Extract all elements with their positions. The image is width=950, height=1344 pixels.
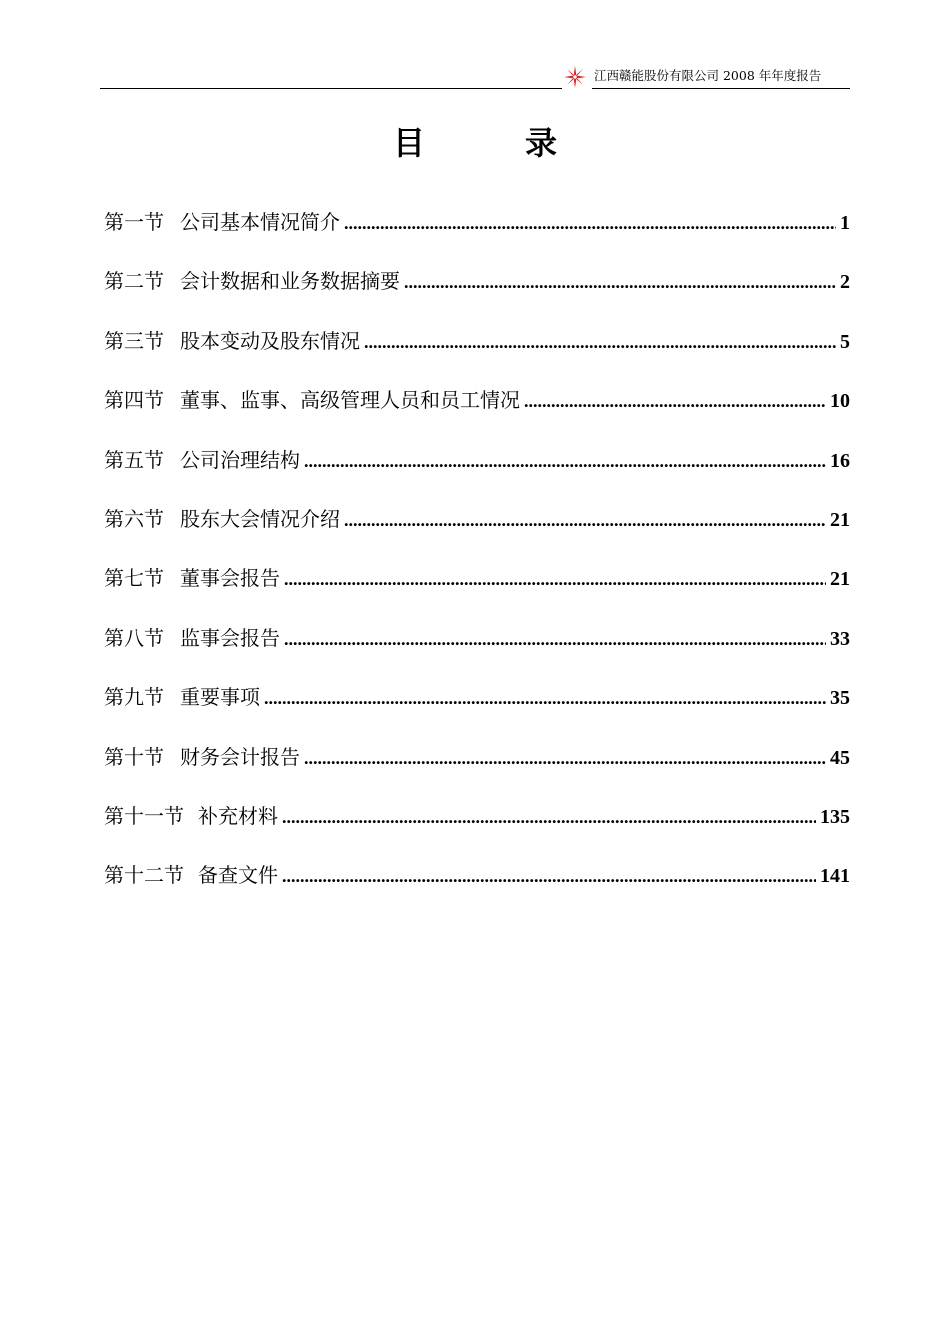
toc-dot-leader (284, 569, 826, 590)
toc-dot-leader (404, 272, 836, 293)
toc-entry[interactable] (104, 444, 850, 503)
toc-section-title: 股东大会情况介绍 (180, 506, 340, 531)
toc-page-number: 45 (830, 746, 850, 769)
toc-section-number: 第九节 (104, 685, 164, 710)
toc-page-number: 33 (830, 627, 850, 650)
toc-section-number: 第一节 (104, 210, 164, 234)
toc-section-title: 股本变动及股东情况 (180, 328, 360, 353)
toc-section-number: 第三节 (104, 328, 164, 353)
toc-section-title: 董事、监事、高级管理人员和员工情况 (180, 388, 520, 413)
toc-entry[interactable] (104, 800, 850, 859)
toc-page-number: 141 (820, 865, 850, 888)
toc-page-number: 135 (820, 805, 850, 828)
toc-section-number: 第四节 (104, 388, 164, 413)
toc-section-title: 监事会报告 (180, 625, 280, 650)
toc-section-number: 第十一节 (104, 803, 184, 828)
toc-dot-leader (304, 451, 826, 472)
toc-entry[interactable] (104, 325, 850, 384)
toc-section-title: 重要事项 (180, 685, 260, 710)
toc-section-title: 补充材料 (198, 803, 278, 828)
toc-dot-leader (344, 510, 826, 531)
toc-section-title: 公司治理结构 (180, 447, 300, 472)
toc-entry[interactable] (104, 859, 850, 918)
toc-page-number: 10 (830, 390, 850, 413)
toc-dot-leader (524, 391, 826, 412)
header-report-title: 江西赣能股份有限公司 2008 年年度报告 (594, 68, 822, 83)
toc-page-number: 16 (830, 449, 850, 472)
toc-page-number: 21 (830, 568, 850, 591)
toc-dot-leader (282, 807, 816, 828)
toc-entry[interactable] (104, 384, 850, 443)
toc-entry[interactable] (104, 562, 850, 621)
toc-section-number: 第二节 (104, 269, 164, 294)
toc-section-title: 备查文件 (198, 863, 278, 888)
toc-section-number: 第七节 (104, 566, 164, 591)
toc-section-number: 第五节 (104, 447, 164, 472)
toc-section-title: 公司基本情况简介 (180, 210, 340, 234)
toc-section-number: 第十二节 (104, 863, 184, 888)
toc-dot-leader (304, 748, 826, 769)
table-of-contents (104, 206, 850, 919)
toc-section-title: 董事会报告 (180, 566, 280, 591)
toc-page-number: 35 (830, 687, 850, 710)
toc-entry[interactable] (104, 741, 850, 800)
toc-dot-leader (284, 629, 826, 650)
header-rule-right (592, 88, 850, 89)
toc-dot-leader (344, 213, 836, 234)
toc-entry[interactable] (104, 206, 850, 265)
toc-dot-leader (282, 866, 816, 887)
page-title: 目录 (392, 124, 657, 162)
toc-entry[interactable] (104, 265, 850, 324)
toc-section-number: 第六节 (104, 506, 164, 531)
toc-section-number: 第十节 (104, 744, 164, 769)
toc-section-title: 会计数据和业务数据摘要 (180, 269, 400, 294)
header-rule-left (100, 88, 562, 89)
toc-dot-leader (364, 332, 836, 353)
toc-section-title: 财务会计报告 (180, 744, 300, 769)
toc-entry[interactable] (104, 503, 850, 562)
toc-page-number: 1 (840, 212, 850, 234)
toc-entry[interactable] (104, 681, 850, 740)
toc-entry[interactable] (104, 622, 850, 681)
toc-page-number: 2 (840, 271, 850, 294)
toc-dot-leader (264, 688, 826, 709)
company-logo-icon (562, 64, 588, 90)
toc-page-number: 5 (840, 330, 850, 353)
toc-page-number: 21 (830, 508, 850, 531)
toc-section-number: 第八节 (104, 625, 164, 650)
